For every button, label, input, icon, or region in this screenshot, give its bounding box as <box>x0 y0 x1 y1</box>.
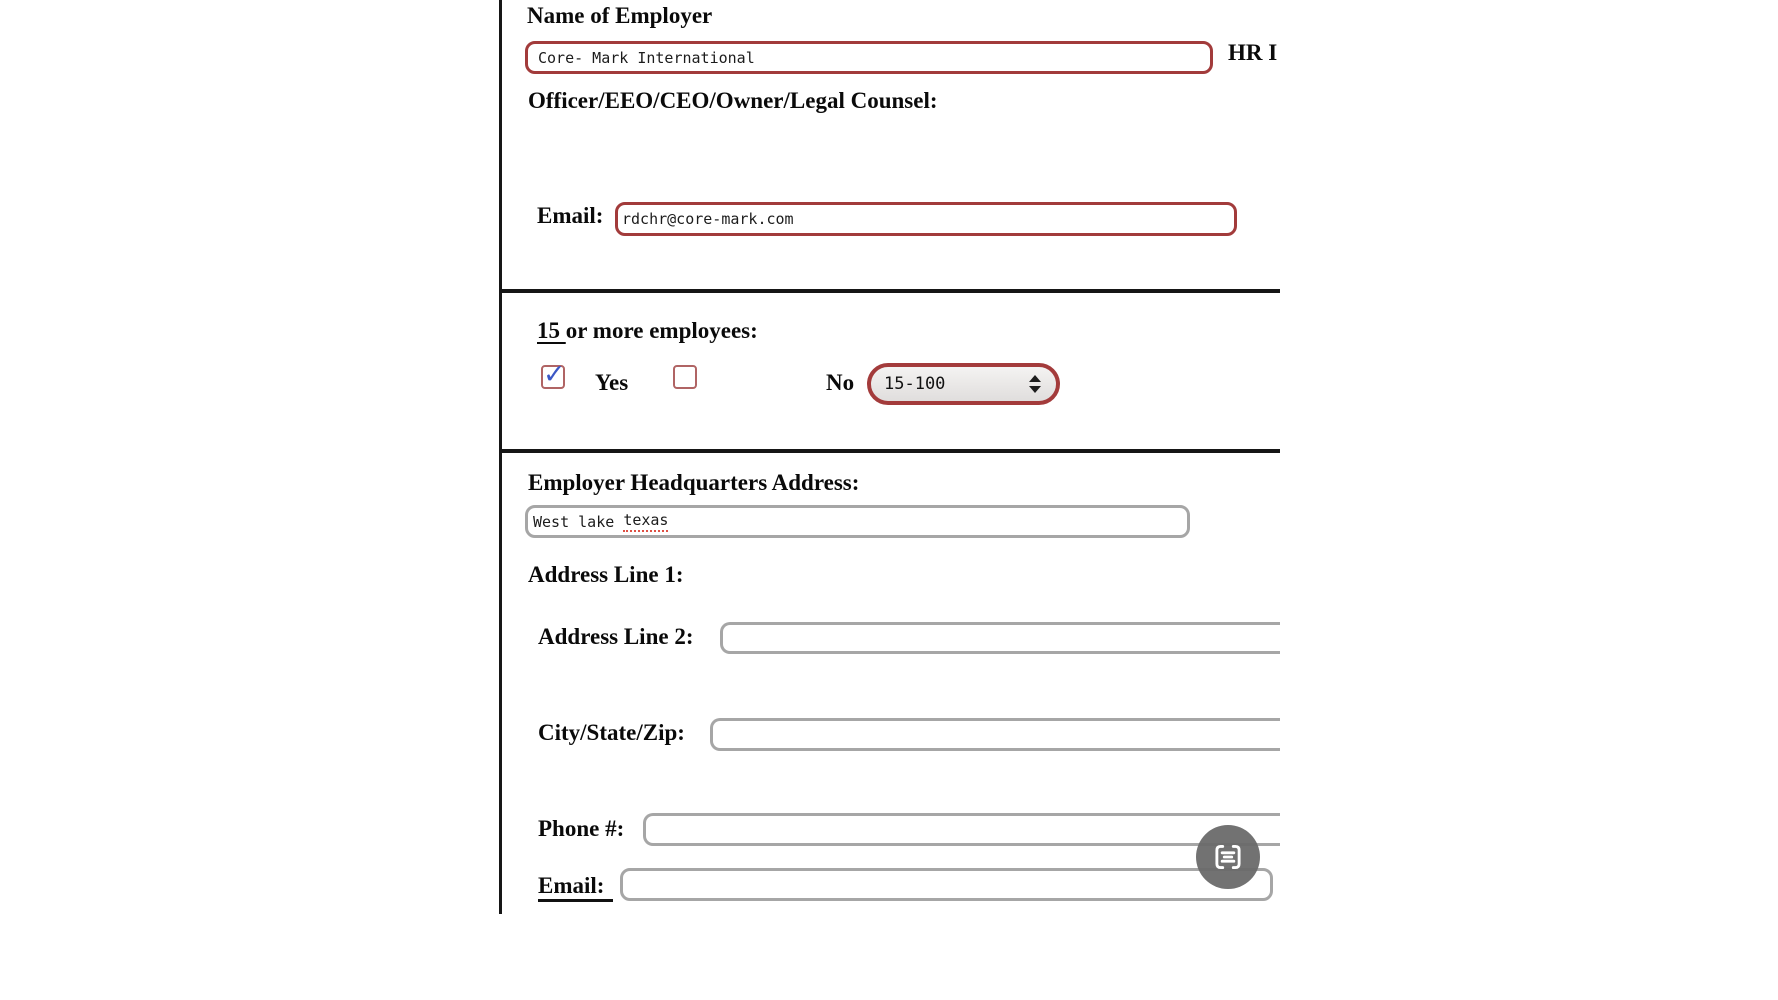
officer-eeo-ceo-label: Officer/EEO/CEO/Owner/Legal Counsel: <box>528 88 938 113</box>
hr-contact-label-clipped: HR I <box>1228 40 1278 65</box>
phone-label: Phone #: <box>538 816 625 841</box>
employees-count-rest: or more employees: <box>565 318 758 343</box>
employees-no-checkbox[interactable] <box>673 365 697 389</box>
hq-email-input[interactable] <box>620 868 1273 901</box>
hq-address-misspelled-word: texas <box>623 511 668 532</box>
hq-email-label <box>538 873 613 902</box>
address-line2-label: Address Line 2: <box>538 624 694 649</box>
scan-document-button[interactable] <box>1196 825 1260 889</box>
employee-count-selected-value: 15-100 <box>884 374 946 394</box>
name-of-employer-label: Name of Employer <box>527 3 713 28</box>
scan-text-icon <box>1210 839 1246 875</box>
address-line2-input[interactable] <box>720 622 1280 654</box>
city-state-zip-label: City/State/Zip: <box>538 720 685 745</box>
employees-count-number: 15 <box>537 318 566 343</box>
city-state-zip-input[interactable] <box>710 718 1280 751</box>
form-area <box>502 0 1280 914</box>
employees-yes-checkbox[interactable] <box>541 359 566 390</box>
employees-count-heading <box>537 318 758 344</box>
yes-label: Yes <box>595 370 629 395</box>
employer-name-input[interactable] <box>525 41 1213 74</box>
checkmark-icon: ✓ <box>543 359 566 390</box>
hq-address-input[interactable] <box>525 505 1190 538</box>
address-line1-label: Address Line 1: <box>528 562 684 587</box>
employer-email-input[interactable] <box>615 202 1237 236</box>
up-down-chevron-icon <box>1029 375 1041 393</box>
section-divider-top <box>502 289 1280 293</box>
employee-count-select[interactable] <box>867 363 1060 405</box>
section-divider-bottom <box>502 449 1280 453</box>
hq-email-label-text: Email: <box>538 873 613 902</box>
phone-input[interactable] <box>643 813 1280 846</box>
no-label: No <box>826 370 855 395</box>
hq-address-value: West lake <box>533 512 624 531</box>
hq-address-heading: Employer Headquarters Address: <box>528 470 860 495</box>
employer-email-label: Email: <box>537 203 604 228</box>
